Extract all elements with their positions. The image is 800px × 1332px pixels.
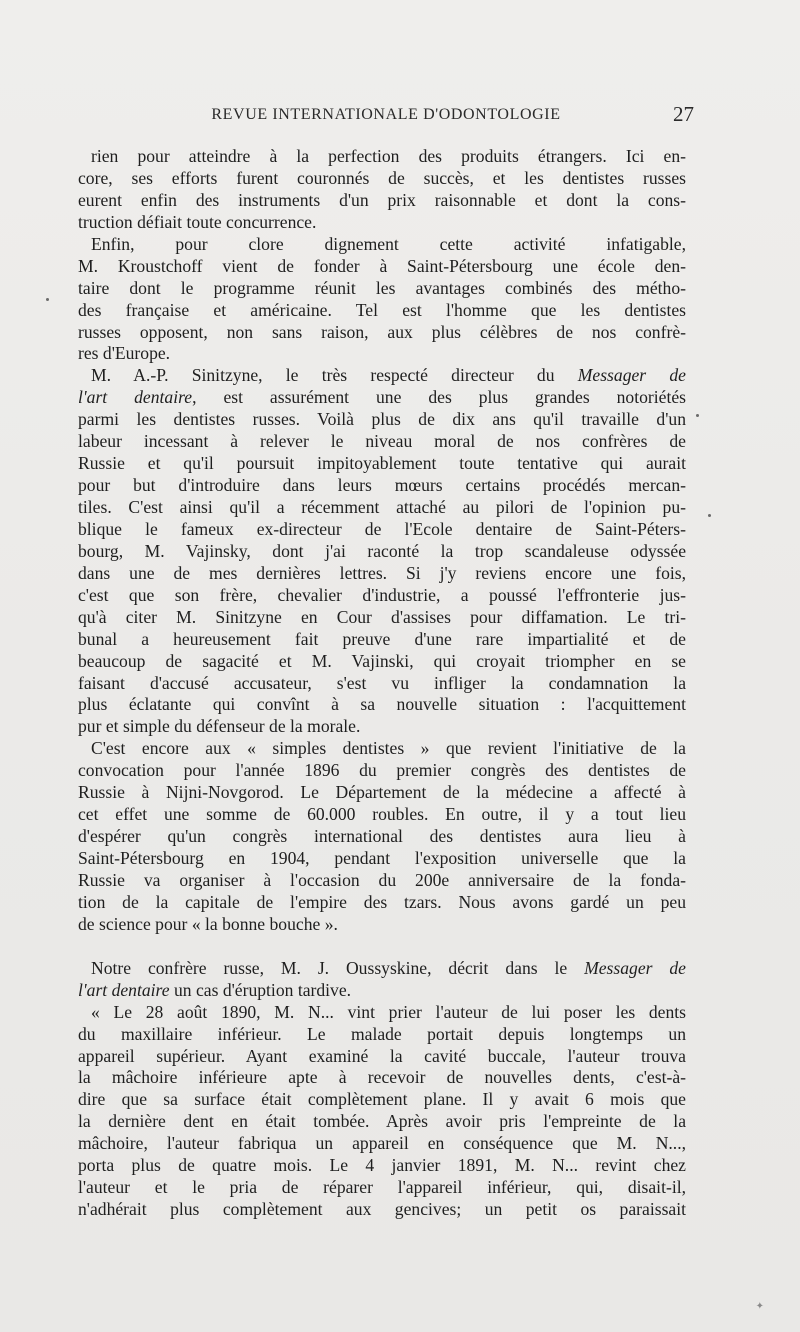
text-line: bourg, M. Vajinsky, dont j'ai raconté la trop scandaleuse odyssée: [78, 540, 686, 561]
text-line: tion de la capitale de l'empire des tzars. Nous avons gardé un peu: [78, 891, 686, 912]
text-line: l'art dentaire, est assurément une des plus grandes notoriétés: [78, 387, 687, 408]
text-line: blique le fameux ex-directeur de l'Ecole dentaire de Saint-Péters-: [78, 518, 686, 539]
text-line: cet effet une somme de 60.000 roubles. En outre, il y a tout lieu: [78, 804, 686, 825]
text-line: « Le 28 août 1890, M. N... vint prier l'auteur de lui poser les dents: [91, 1001, 686, 1022]
printer-mark-icon: ✦: [755, 1301, 764, 1312]
text-section: [78, 958, 686, 1221]
text-line: des française et américaine. Tel est l'homme que les dentistes: [78, 299, 686, 320]
page-number: 27: [673, 102, 694, 126]
text-line: Notre confrère russe, M. J. Oussyskine, décrit dans le Messager de: [91, 957, 686, 978]
margin-dot: [46, 298, 49, 301]
text-line: du maxillaire inférieur. Le malade portait depuis longtemps un: [78, 1023, 686, 1044]
text-line: C'est encore aux « simples dentistes » que revient l'initiative de la: [91, 738, 686, 759]
text-line: rien pour atteindre à la perfection des produits étrangers. Ici en-: [91, 146, 686, 166]
margin-dot: [708, 514, 711, 517]
text-line: truction défiait toute concurrence.: [78, 211, 317, 232]
text-line: dans une de mes dernières lettres. Si j'y reviens encore une fois,: [78, 562, 686, 583]
paragraph: [78, 146, 686, 234]
text-line: Saint-Pétersbourg en 1904, pendant l'exposition universelle que la: [78, 848, 686, 868]
text-line: mâchoire, l'auteur fabriqua un appareil en conséquence que M. N...,: [78, 1133, 686, 1154]
page-header: [78, 104, 694, 130]
paragraph: [78, 1002, 686, 1221]
text-line: Russie à Nijni-Novgorod. Le Département de la médecine a affecté à: [78, 782, 686, 803]
text-line: bunal a heureusement fait preuve d'une rare impartialité et de: [78, 628, 686, 649]
text-line: res d'Europe.: [78, 343, 171, 364]
text-line: plus éclatante qui convînt à sa nouvelle situation : l'acquittement: [78, 694, 686, 715]
body-text: [78, 146, 686, 1221]
text-line: n'adhérait plus complètement aux gencives; un petit os paraissait: [78, 1199, 686, 1220]
text-line: la mâchoire inférieure apte à recevoir de nouvelles dents, c'est-à-: [78, 1067, 686, 1088]
text-line: faisant d'accusé accusateur, s'est vu infliger la condamnation la: [78, 672, 686, 693]
text-line: pour but d'introduire dans leurs mœurs certains procédés mercan-: [78, 475, 686, 496]
running-title: REVUE INTERNATIONALE D'ODONTOLOGIE: [211, 106, 561, 123]
text-line: porta plus de quatre mois. Le 4 janvier 1891, M. N... revint chez: [78, 1155, 686, 1176]
text-line: dire que sa surface était complètement plane. Il y avait 6 mois que: [78, 1089, 686, 1110]
paragraph: [78, 234, 686, 366]
text-line: qu'à citer M. Sinitzyne en Cour d'assises pour diffamation. Le tri-: [78, 606, 686, 627]
margin-dot: [696, 414, 699, 417]
text-line: beaucoup de sagacité et M. Vajinski, qui croyait triompher en se: [78, 650, 686, 671]
text-line: core, ses efforts furent couronnés de succès, et les dentistes russes: [78, 167, 686, 188]
text-line: l'auteur et le pria de réparer l'appareil inférieur, qui, disait-il,: [78, 1177, 686, 1198]
text-line: convocation pour l'année 1896 du premier congrès des dentistes de: [78, 760, 686, 781]
text-line: d'espérer qu'un congrès international des dentistes aura lieu à: [78, 826, 686, 847]
text-line: appareil supérieur. Ayant examiné la cavité buccale, l'auteur trouva: [78, 1045, 686, 1066]
text-line: de science pour « la bonne bouche ».: [78, 913, 338, 934]
text-line: parmi les dentistes russes. Voilà plus de dix ans qu'il travaille d'un: [78, 409, 686, 430]
text-line: russes opposent, non sans raison, aux plus célèbres de nos confrè-: [78, 321, 686, 342]
text-line: c'est que son frère, chevalier d'industrie, a poussé l'effronterie jus-: [78, 584, 686, 605]
text-line: labeur incessant à relever le niveau moral de nos confrères de: [78, 431, 686, 452]
text-line: M. Kroustchoff vient de fonder à Saint-Pétersbourg une école den-: [78, 255, 686, 276]
paragraph: [78, 958, 686, 1002]
text-line: tiles. C'est ainsi qu'il a récemment attaché au pilori de l'opinion pu-: [78, 497, 686, 517]
text-line: M. A.-P. Sinitzyne, le très respecté directeur du Messager de: [91, 365, 686, 386]
text-line: l'art dentaire un cas d'éruption tardive.: [78, 979, 352, 1000]
text-line: la dernière dent en était tombée. Après avoir pris l'empreinte de la: [78, 1111, 686, 1132]
text-line: pur et simple du défenseur de la morale.: [78, 716, 361, 737]
paragraph: [78, 365, 686, 738]
text-line: eurent enfin des instruments d'un prix raisonnable et dont la cons-: [78, 189, 686, 210]
text-line: Russie va organiser à l'occasion du 200e anniversaire de la fonda-: [78, 869, 686, 890]
text-line: taire dont le programme réunit les avantages combinés des métho-: [78, 277, 686, 298]
text-section: [78, 146, 686, 936]
text-line: Russie et qu'il poursuit impitoyablement toute tentative qui aurait: [78, 453, 686, 474]
text-line: Enfin, pour clore dignement cette activité infatigable,: [91, 233, 686, 254]
paragraph: [78, 738, 686, 935]
